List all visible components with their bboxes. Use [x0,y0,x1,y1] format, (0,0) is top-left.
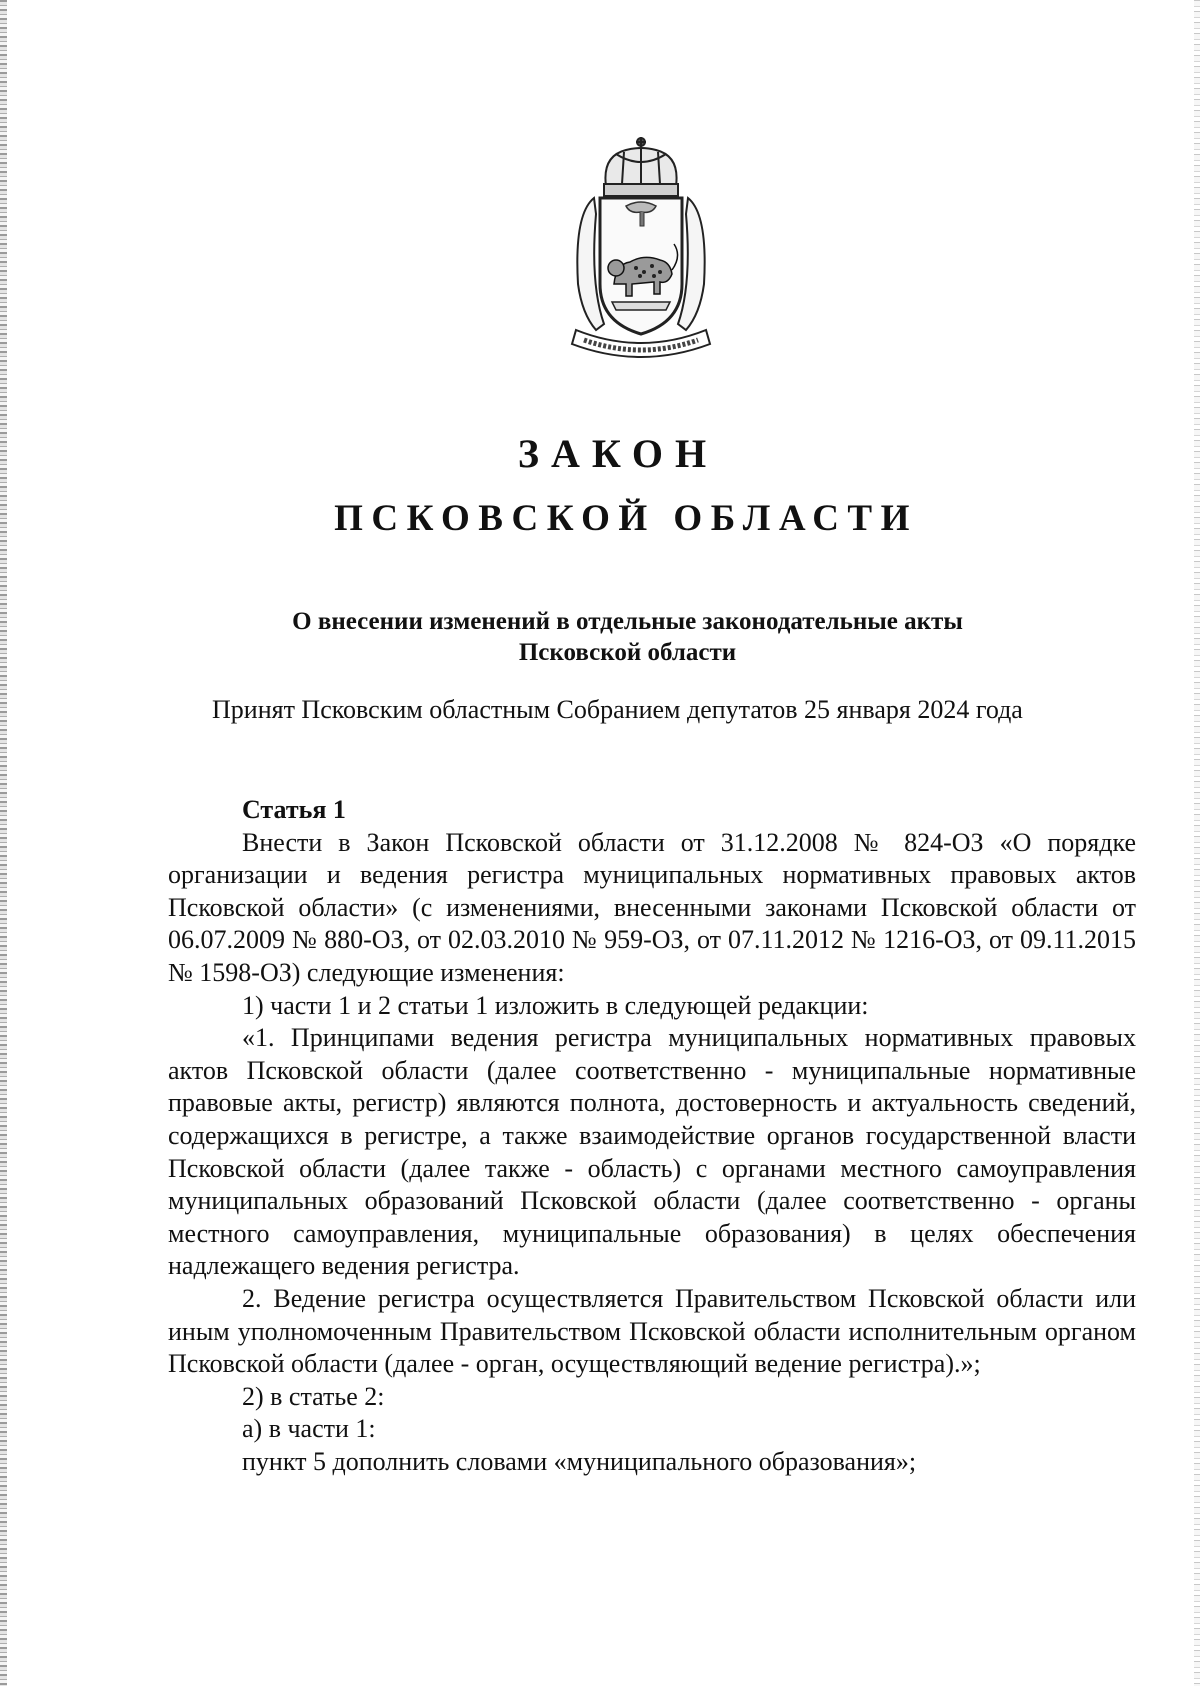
scan-edge-right [1194,0,1200,1686]
adoption-statement: Принят Псковским областным Собранием депутатов 25 января 2024 года [212,695,1023,724]
paragraph: а) в части 1: [242,1414,376,1444]
law-subject-line-1: О внесении изменений в отдельные законодательные акты [292,608,963,635]
law-title: ЗАКОН [517,431,719,476]
paragraph: 2) в статье 2: [242,1381,385,1411]
article-title: Статья 1 [242,795,346,824]
paragraph: пункт 5 дополнить словами «муниципального образования»; [242,1446,917,1476]
law-subject [0,606,1200,668]
paragraph: 1) части 1 и 2 статьи 1 изложить в следующей редакции: [242,990,869,1020]
law-body [168,794,1136,1478]
paragraph: «1. Принципами ведения регистра муниципальных нормативных правовых актов Псковской области (далее соответственно - муниципальные нормативные правовые акты, регистр) являются полнота, достоверность и актуальность сведений, содержащихся в регистре, а также взаимодействие органов государственной власти Псковской области (далее также - область) с органами местного самоуправления муниципальных образований Псковской области (далее соответственно - органы местного самоуправления, муниципальные образования) в целях обеспечения надлежащего ведения регистра. [168,1023,1136,1281]
scan-edge-left [0,0,7,1686]
law-subject-line-2: Псковской области [518,639,737,666]
paragraph: 2. Ведение регистра осуществляется Правительством Псковской области или иным уполномоченным Правительством Псковской области исполнительным органом Псковской области (далее - орган, осуществляющий ведение регистра).»; [168,1283,1136,1379]
region-title: ПСКОВСКОЙ ОБЛАСТИ [334,498,918,539]
paragraph: Внести в Закон Псковской области от 31.12.2008 № 824-ОЗ «О порядке организации и ведения регистра муниципальных нормативных правовых актов Псковской области» (с изменениями, внесенными законами Псковской области от 06.07.2009 № 880-ОЗ, от 02.03.2010 № 959-ОЗ, от 07.11.2012 № 1216-ОЗ, от 09.11.2015 № 1598-ОЗ) следующие изменения: [168,827,1136,987]
coat-of-arms-icon [556,134,726,366]
